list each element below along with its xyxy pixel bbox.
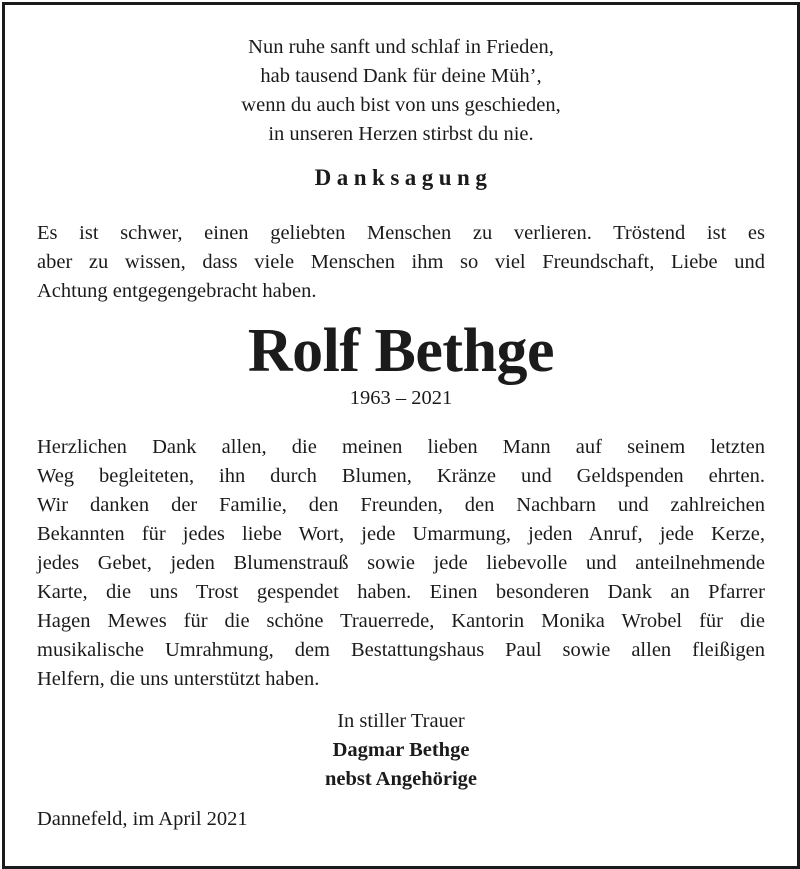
thanks-line: Herzlichen Dank allen, die meinen lieben Mann auf seinem letzten — [37, 436, 765, 458]
thanks-paragraph — [37, 433, 765, 694]
poem-line: wenn du auch bist von uns geschieden, — [241, 94, 561, 116]
poem — [5, 33, 797, 149]
thanks-line: musikalische Umrahmung, dem Bestattungshaus Paul sowie allen fleißigen — [37, 639, 765, 661]
thanks-line: jedes Gebet, jeden Blumenstrauß sowie jede liebevolle und anteilnehmende — [37, 552, 765, 574]
intro-line: Es ist schwer, einen geliebten Menschen zu verlieren. Tröstend ist es — [37, 222, 765, 244]
obituary-notice — [2, 2, 800, 869]
poem-line: Nun ruhe sanft und schlaf in Frieden, — [248, 36, 554, 58]
poem-line: hab tausend Dank für deine Müh’, — [260, 65, 542, 87]
thanks-line: Weg begleiteten, ihn durch Blumen, Kränze und Geldspenden ehrten. — [37, 465, 765, 487]
signoff-phrase: In stiller Trauer — [337, 710, 465, 732]
poem-line: in unseren Herzen stirbst du nie. — [268, 123, 534, 145]
intro-line: aber zu wissen, dass viele Menschen ihm so viel Freundschaft, Liebe und — [37, 251, 765, 273]
thanks-line: Karte, die uns Trost gespendet haben. Einen besonderen Dank an Pfarrer — [37, 581, 765, 603]
deceased-name: Rolf Bethge — [247, 317, 555, 385]
intro-paragraph — [37, 219, 765, 306]
place-date: Dannefeld, im April 2021 — [37, 808, 248, 830]
signoff-name: Dagmar Bethge — [332, 739, 470, 761]
life-years: 1963 – 2021 — [349, 387, 453, 409]
thanks-heading: Danksagung — [314, 165, 493, 190]
thanks-line: Wir danken der Familie, den Freunden, den Nachbarn und zahlreichen — [37, 494, 765, 516]
thanks-line: Helfern, die uns unterstützt haben. — [37, 668, 320, 690]
intro-line: Achtung entgegengebracht haben. — [37, 280, 317, 302]
signoff — [5, 707, 797, 794]
signoff-family: nebst Angehörige — [324, 768, 478, 790]
thanks-line: Hagen Mewes für die schöne Trauerrede, Kantorin Monika Wrobel für die — [37, 610, 765, 632]
thanks-line: Bekannten für jedes liebe Wort, jede Umarmung, jeden Anruf, jede Kerze, — [37, 523, 765, 545]
